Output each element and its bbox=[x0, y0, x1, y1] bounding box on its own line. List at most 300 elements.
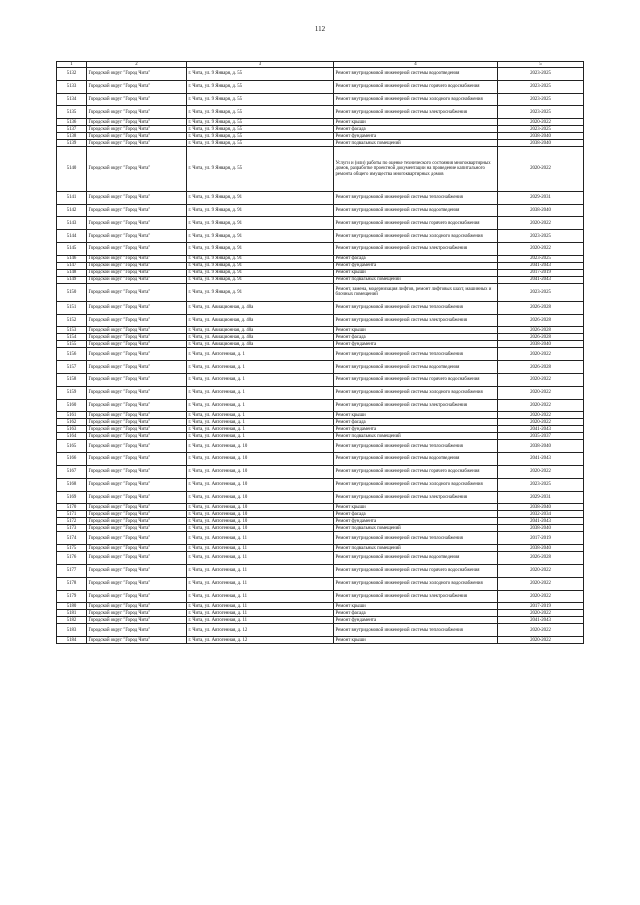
work-type-cell: Ремонт внутридомовой инженерной системы горячего водоснабжения bbox=[334, 373, 498, 386]
municipality-cell: Городской округ "Город Чита" bbox=[87, 255, 187, 262]
table-row bbox=[57, 126, 584, 133]
municipality-cell: Городской округ "Город Чита" bbox=[87, 610, 187, 617]
work-type-cell: Ремонт фасада bbox=[334, 511, 498, 518]
work-type-cell: Ремонт внутридомовой инженерной системы холодного водоснабжения bbox=[334, 386, 498, 399]
address-cell: г. Чита, ул. Автогенная, д. 1 bbox=[187, 399, 334, 412]
work-type-cell: Ремонт внутридомовой инженерной системы теплоснабжения bbox=[334, 301, 498, 314]
work-type-cell: Ремонт внутридомовой инженерной системы электроснабжения bbox=[334, 106, 498, 119]
row-number-cell: 5169 bbox=[57, 491, 87, 504]
address-cell: г. Чита, ул. Автогенная, д. 10 bbox=[187, 465, 334, 478]
table-row bbox=[57, 283, 584, 301]
municipality-cell: Городской округ "Город Чита" bbox=[87, 68, 187, 81]
period-cell: 2023-2025 bbox=[498, 255, 584, 262]
period-cell: 2020-2022 bbox=[498, 348, 584, 361]
municipality-cell: Городской округ "Город Чита" bbox=[87, 577, 187, 590]
table-row bbox=[57, 106, 584, 119]
address-cell: г. Чита, ул. Автогенная, д. 11 bbox=[187, 610, 334, 617]
row-number-cell: 5146 bbox=[57, 255, 87, 262]
row-number-cell: 5172 bbox=[57, 518, 87, 525]
work-type-cell: Ремонт фасада bbox=[334, 126, 498, 133]
period-cell: 2020-2022 bbox=[498, 637, 584, 644]
table-row bbox=[57, 624, 584, 637]
address-cell: г. Чита, ул. 9 Января, д. 55 bbox=[187, 133, 334, 140]
municipality-cell: Городской округ "Город Чита" bbox=[87, 133, 187, 140]
municipality-cell: Городской округ "Город Чита" bbox=[87, 552, 187, 565]
address-cell: г. Чита, ул. Автогенная, д. 1 bbox=[187, 433, 334, 440]
table-row bbox=[57, 610, 584, 617]
address-cell: г. Чита, ул. Автогенная, д. 11 bbox=[187, 552, 334, 565]
municipality-cell: Городской округ "Город Чита" bbox=[87, 453, 187, 466]
address-cell: г. Чита, ул. Автогенная, д. 10 bbox=[187, 440, 334, 453]
row-number-cell: 5144 bbox=[57, 230, 87, 243]
municipality-cell: Городской округ "Город Чита" bbox=[87, 334, 187, 341]
row-number-cell: 5183 bbox=[57, 624, 87, 637]
work-type-cell: Ремонт крыши bbox=[334, 119, 498, 126]
row-number-cell: 5162 bbox=[57, 419, 87, 426]
row-number-cell: 5140 bbox=[57, 147, 87, 192]
period-cell: 2041-2043 bbox=[498, 453, 584, 466]
municipality-cell: Городской округ "Город Чита" bbox=[87, 545, 187, 552]
row-number-cell: 5165 bbox=[57, 440, 87, 453]
work-type-cell: Ремонт внутридомовой инженерной системы холодного водоснабжения bbox=[334, 93, 498, 106]
column-number-4: 4 bbox=[334, 62, 498, 68]
table-row bbox=[57, 465, 584, 478]
row-number-cell: 5133 bbox=[57, 80, 87, 93]
period-cell: 2020-2022 bbox=[498, 412, 584, 419]
table-row bbox=[57, 525, 584, 532]
row-number-cell: 5161 bbox=[57, 412, 87, 419]
address-cell: г. Чита, ул. 9 Января, д. 91 bbox=[187, 191, 334, 204]
work-type-cell: Ремонт внутридомовой инженерной системы теплоснабжения bbox=[334, 191, 498, 204]
row-number-cell: 5138 bbox=[57, 133, 87, 140]
row-number-cell: 5142 bbox=[57, 204, 87, 217]
period-cell: 2038-2040 bbox=[498, 204, 584, 217]
column-number-2: 2 bbox=[87, 62, 187, 68]
table-row bbox=[57, 440, 584, 453]
address-cell: г. Чита, ул. Автогенная, д. 1 bbox=[187, 419, 334, 426]
row-number-cell: 5159 bbox=[57, 386, 87, 399]
work-type-cell: Ремонт, замена, модернизация лифтов, ремонт лифтовых шахт, машинных и блочных помещений bbox=[334, 283, 498, 301]
table-row bbox=[57, 140, 584, 147]
row-number-cell: 5132 bbox=[57, 68, 87, 81]
work-type-cell: Ремонт фасада bbox=[334, 334, 498, 341]
table-row bbox=[57, 191, 584, 204]
work-type-cell: Ремонт внутридомовой инженерной системы горячего водоснабжения bbox=[334, 465, 498, 478]
period-cell: 2020-2022 bbox=[498, 610, 584, 617]
work-type-cell: Ремонт подвальных помещений bbox=[334, 140, 498, 147]
address-cell: г. Чита, ул. 9 Января, д. 55 bbox=[187, 68, 334, 81]
table-row bbox=[57, 386, 584, 399]
table-row bbox=[57, 532, 584, 545]
period-cell: 2038-2040 bbox=[498, 504, 584, 511]
table-row bbox=[57, 361, 584, 374]
municipality-cell: Городской округ "Город Чита" bbox=[87, 564, 187, 577]
row-number-cell: 5171 bbox=[57, 511, 87, 518]
period-cell: 2020-2022 bbox=[498, 399, 584, 412]
period-cell: 2020-2022 bbox=[498, 217, 584, 230]
municipality-cell: Городской округ "Город Чита" bbox=[87, 637, 187, 644]
row-number-cell: 5179 bbox=[57, 590, 87, 603]
address-cell: г. Чита, ул. Автогенная, д. 11 bbox=[187, 564, 334, 577]
table-row bbox=[57, 637, 584, 644]
row-number-cell: 5152 bbox=[57, 314, 87, 327]
period-cell: 2023-2025 bbox=[498, 283, 584, 301]
period-cell: 2038-2040 bbox=[498, 341, 584, 348]
work-type-cell: Ремонт внутридомовой инженерной системы теплоснабжения bbox=[334, 532, 498, 545]
column-number-1: 1 bbox=[57, 62, 87, 68]
period-cell: 2041-2043 bbox=[498, 262, 584, 269]
address-cell: г. Чита, ул. 9 Января, д. 91 bbox=[187, 204, 334, 217]
municipality-cell: Городской округ "Город Чита" bbox=[87, 269, 187, 276]
work-type-cell: Ремонт крыши bbox=[334, 504, 498, 511]
table-row bbox=[57, 419, 584, 426]
period-cell: 2041-2043 bbox=[498, 617, 584, 624]
municipality-cell: Городской округ "Город Чита" bbox=[87, 126, 187, 133]
period-cell: 2020-2022 bbox=[498, 590, 584, 603]
work-type-cell: Ремонт внутридомовой инженерной системы теплоснабжения bbox=[334, 624, 498, 637]
period-cell: 2041-2043 bbox=[498, 426, 584, 433]
address-cell: г. Чита, ул. Авиационная, д. 40а bbox=[187, 334, 334, 341]
work-type-cell: Ремонт фундамента bbox=[334, 262, 498, 269]
table-row bbox=[57, 314, 584, 327]
period-cell: 2041-2043 bbox=[498, 276, 584, 283]
period-cell: 2020-2022 bbox=[498, 373, 584, 386]
period-cell: 2017-2019 bbox=[498, 603, 584, 610]
table-row bbox=[57, 147, 584, 192]
address-cell: г. Чита, ул. Авиационная, д. 40а bbox=[187, 314, 334, 327]
municipality-cell: Городской округ "Город Чита" bbox=[87, 140, 187, 147]
row-number-cell: 5173 bbox=[57, 525, 87, 532]
period-cell: 2017-2019 bbox=[498, 532, 584, 545]
period-cell: 2026-2028 bbox=[498, 334, 584, 341]
row-number-cell: 5139 bbox=[57, 140, 87, 147]
municipality-cell: Городской округ "Город Чита" bbox=[87, 341, 187, 348]
table-row bbox=[57, 412, 584, 419]
work-type-cell: Ремонт подвальных помещений bbox=[334, 545, 498, 552]
municipality-cell: Городской округ "Город Чита" bbox=[87, 399, 187, 412]
period-cell: 2023-2025 bbox=[498, 68, 584, 81]
municipality-cell: Городской округ "Город Чита" bbox=[87, 412, 187, 419]
table-row bbox=[57, 230, 584, 243]
municipality-cell: Городской округ "Город Чита" bbox=[87, 230, 187, 243]
address-cell: г. Чита, ул. 9 Января, д. 91 bbox=[187, 217, 334, 230]
work-type-cell: Ремонт внутридомовой инженерной системы водоотведения bbox=[334, 68, 498, 81]
address-cell: г. Чита, ул. Автогенная, д. 11 bbox=[187, 617, 334, 624]
table-body bbox=[57, 62, 584, 644]
work-type-cell: Ремонт подвальных помещений bbox=[334, 276, 498, 283]
row-number-cell: 5160 bbox=[57, 399, 87, 412]
page-number: 112 bbox=[314, 25, 326, 33]
table-row bbox=[57, 334, 584, 341]
municipality-cell: Городской округ "Город Чита" bbox=[87, 147, 187, 192]
row-number-cell: 5137 bbox=[57, 126, 87, 133]
table-row bbox=[57, 276, 584, 283]
table-row bbox=[57, 603, 584, 610]
work-type-cell: Ремонт фасада bbox=[334, 610, 498, 617]
work-type-cell: Ремонт фундамента bbox=[334, 426, 498, 433]
municipality-cell: Городской округ "Город Чита" bbox=[87, 262, 187, 269]
work-type-cell: Ремонт подвальных помещений bbox=[334, 525, 498, 532]
municipality-cell: Городской округ "Город Чита" bbox=[87, 361, 187, 374]
period-cell: 2017-2019 bbox=[498, 269, 584, 276]
work-type-cell: Ремонт внутридомовой инженерной системы теплоснабжения bbox=[334, 348, 498, 361]
municipality-cell: Городской округ "Город Чита" bbox=[87, 276, 187, 283]
table-row bbox=[57, 204, 584, 217]
work-type-cell: Ремонт внутридомовой инженерной системы горячего водоснабжения bbox=[334, 564, 498, 577]
row-number-cell: 5145 bbox=[57, 242, 87, 255]
period-cell: 2020-2022 bbox=[498, 419, 584, 426]
period-cell: 2020-2022 bbox=[498, 465, 584, 478]
municipality-cell: Городской округ "Город Чита" bbox=[87, 386, 187, 399]
address-cell: г. Чита, ул. 9 Января, д. 91 bbox=[187, 230, 334, 243]
table-row bbox=[57, 93, 584, 106]
row-number-cell: 5181 bbox=[57, 610, 87, 617]
address-cell: г. Чита, ул. Автогенная, д. 10 bbox=[187, 504, 334, 511]
table-row bbox=[57, 590, 584, 603]
row-number-cell: 5141 bbox=[57, 191, 87, 204]
period-cell: 2038-2040 bbox=[498, 545, 584, 552]
address-cell: г. Чита, ул. Авиационная, д. 40а bbox=[187, 341, 334, 348]
table-row bbox=[57, 341, 584, 348]
municipality-cell: Городской округ "Город Чита" bbox=[87, 242, 187, 255]
work-type-cell: Ремонт крыши bbox=[334, 603, 498, 610]
table-row bbox=[57, 577, 584, 590]
work-type-cell: Ремонт внутридомовой инженерной системы электроснабжения bbox=[334, 242, 498, 255]
address-cell: г. Чита, ул. Автогенная, д. 1 bbox=[187, 426, 334, 433]
address-cell: г. Чита, ул. Автогенная, д. 11 bbox=[187, 577, 334, 590]
work-type-cell: Ремонт внутридомовой инженерной системы водоотведения bbox=[334, 552, 498, 565]
period-cell: 2026-2028 bbox=[498, 327, 584, 334]
table-row bbox=[57, 269, 584, 276]
table-row bbox=[57, 552, 584, 565]
period-cell: 2026-2028 bbox=[498, 552, 584, 565]
row-number-cell: 5136 bbox=[57, 119, 87, 126]
row-number-cell: 5180 bbox=[57, 603, 87, 610]
row-number-cell: 5167 bbox=[57, 465, 87, 478]
row-number-cell: 5170 bbox=[57, 504, 87, 511]
work-type-cell: Ремонт внутридомовой инженерной системы электроснабжения bbox=[334, 491, 498, 504]
address-cell: г. Чита, ул. 9 Января, д. 91 bbox=[187, 283, 334, 301]
work-type-cell: Услуги и (или) работы по оценке технического состояния многоквартирных домов, разработке проектной документации на проведение капитального ремонта общего имущества многоквартирных домов bbox=[334, 147, 498, 192]
table-row bbox=[57, 511, 584, 518]
municipality-cell: Городской округ "Город Чита" bbox=[87, 478, 187, 491]
municipality-cell: Городской округ "Город Чита" bbox=[87, 426, 187, 433]
row-number-cell: 5148 bbox=[57, 269, 87, 276]
period-cell: 2038-2040 bbox=[498, 525, 584, 532]
work-type-cell: Ремонт фундамента bbox=[334, 617, 498, 624]
address-cell: г. Чита, ул. Автогенная, д. 1 bbox=[187, 386, 334, 399]
table-row bbox=[57, 617, 584, 624]
address-cell: г. Чита, ул. Автогенная, д. 1 bbox=[187, 348, 334, 361]
row-number-cell: 5158 bbox=[57, 373, 87, 386]
municipality-cell: Городской округ "Город Чита" bbox=[87, 80, 187, 93]
municipality-cell: Городской округ "Город Чита" bbox=[87, 191, 187, 204]
work-type-cell: Ремонт внутридомовой инженерной системы холодного водоснабжения bbox=[334, 577, 498, 590]
municipality-cell: Городской округ "Город Чита" bbox=[87, 624, 187, 637]
row-number-cell: 5176 bbox=[57, 552, 87, 565]
table-row bbox=[57, 433, 584, 440]
work-type-cell: Ремонт фундамента bbox=[334, 133, 498, 140]
row-number-cell: 5164 bbox=[57, 433, 87, 440]
period-cell: 2038-2040 bbox=[498, 140, 584, 147]
municipality-cell: Городской округ "Город Чита" bbox=[87, 617, 187, 624]
table-row bbox=[57, 255, 584, 262]
period-cell: 2038-2040 bbox=[498, 440, 584, 453]
repair-schedule-table bbox=[56, 61, 584, 644]
municipality-cell: Городской округ "Город Чита" bbox=[87, 511, 187, 518]
period-cell: 2020-2022 bbox=[498, 242, 584, 255]
address-cell: г. Чита, ул. Авиационная, д. 40а bbox=[187, 327, 334, 334]
address-cell: г. Чита, ул. Автогенная, д. 10 bbox=[187, 478, 334, 491]
address-cell: г. Чита, ул. 9 Января, д. 91 bbox=[187, 262, 334, 269]
period-cell: 2026-2028 bbox=[498, 314, 584, 327]
table-row bbox=[57, 491, 584, 504]
row-number-cell: 5177 bbox=[57, 564, 87, 577]
work-type-cell: Ремонт внутридомовой инженерной системы электроснабжения bbox=[334, 590, 498, 603]
period-cell: 2032-2034 bbox=[498, 511, 584, 518]
period-cell: 2020-2022 bbox=[498, 624, 584, 637]
table-row bbox=[57, 119, 584, 126]
work-type-cell: Ремонт внутридомовой инженерной системы горячего водоснабжения bbox=[334, 80, 498, 93]
period-cell: 2020-2022 bbox=[498, 119, 584, 126]
address-cell: г. Чита, ул. 9 Января, д. 91 bbox=[187, 269, 334, 276]
address-cell: г. Чита, ул. 9 Января, д. 55 bbox=[187, 140, 334, 147]
row-number-cell: 5163 bbox=[57, 426, 87, 433]
column-number-5: 5 bbox=[498, 62, 584, 68]
table-row bbox=[57, 133, 584, 140]
work-type-cell: Ремонт внутридомовой инженерной системы холодного водоснабжения bbox=[334, 230, 498, 243]
period-cell: 2029-2031 bbox=[498, 491, 584, 504]
work-type-cell: Ремонт внутридомовой инженерной системы теплоснабжения bbox=[334, 440, 498, 453]
address-cell: г. Чита, ул. Автогенная, д. 11 bbox=[187, 532, 334, 545]
address-cell: г. Чита, ул. 9 Января, д. 91 bbox=[187, 255, 334, 262]
work-type-cell: Ремонт фасада bbox=[334, 419, 498, 426]
address-cell: г. Чита, ул. Автогенная, д. 10 bbox=[187, 491, 334, 504]
work-type-cell: Ремонт крыши bbox=[334, 269, 498, 276]
period-cell: 2023-2025 bbox=[498, 80, 584, 93]
municipality-cell: Городской округ "Город Чита" bbox=[87, 518, 187, 525]
address-cell: г. Чита, ул. Автогенная, д. 10 bbox=[187, 453, 334, 466]
row-number-cell: 5155 bbox=[57, 341, 87, 348]
period-cell: 2035-2037 bbox=[498, 433, 584, 440]
address-cell: г. Чита, ул. Автогенная, д. 12 bbox=[187, 637, 334, 644]
row-number-cell: 5134 bbox=[57, 93, 87, 106]
row-number-cell: 5182 bbox=[57, 617, 87, 624]
municipality-cell: Городской округ "Город Чита" bbox=[87, 314, 187, 327]
municipality-cell: Городской округ "Город Чита" bbox=[87, 373, 187, 386]
address-cell: г. Чита, ул. 9 Января, д. 55 bbox=[187, 93, 334, 106]
address-cell: г. Чита, ул. 9 Января, д. 91 bbox=[187, 242, 334, 255]
address-cell: г. Чита, ул. Автогенная, д. 11 bbox=[187, 590, 334, 603]
work-type-cell: Ремонт фундамента bbox=[334, 341, 498, 348]
address-cell: г. Чита, ул. 9 Января, д. 55 bbox=[187, 119, 334, 126]
row-number-cell: 5157 bbox=[57, 361, 87, 374]
address-cell: г. Чита, ул. Автогенная, д. 1 bbox=[187, 361, 334, 374]
work-type-cell: Ремонт фасада bbox=[334, 255, 498, 262]
period-cell: 2026-2028 bbox=[498, 301, 584, 314]
period-cell: 2023-2025 bbox=[498, 106, 584, 119]
municipality-cell: Городской округ "Город Чита" bbox=[87, 106, 187, 119]
table-row bbox=[57, 399, 584, 412]
address-cell: г. Чита, ул. Автогенная, д. 10 bbox=[187, 518, 334, 525]
row-number-cell: 5154 bbox=[57, 334, 87, 341]
work-type-cell: Ремонт внутридомовой инженерной системы электроснабжения bbox=[334, 399, 498, 412]
row-number-cell: 5150 bbox=[57, 283, 87, 301]
municipality-cell: Городской округ "Город Чита" bbox=[87, 327, 187, 334]
address-cell: г. Чита, ул. Автогенная, д. 1 bbox=[187, 373, 334, 386]
row-number-cell: 5174 bbox=[57, 532, 87, 545]
row-number-cell: 5147 bbox=[57, 262, 87, 269]
table-row bbox=[57, 453, 584, 466]
address-cell: г. Чита, ул. Авиационная, д. 40а bbox=[187, 301, 334, 314]
work-type-cell: Ремонт подвальных помещений bbox=[334, 433, 498, 440]
table-row bbox=[57, 545, 584, 552]
municipality-cell: Городской округ "Город Чита" bbox=[87, 204, 187, 217]
period-cell: 2029-2031 bbox=[498, 191, 584, 204]
address-cell: г. Чита, ул. Автогенная, д. 10 bbox=[187, 525, 334, 532]
address-cell: г. Чита, ул. Автогенная, д. 10 bbox=[187, 511, 334, 518]
address-cell: г. Чита, ул. 9 Января, д. 55 bbox=[187, 126, 334, 133]
row-number-cell: 5168 bbox=[57, 478, 87, 491]
municipality-cell: Городской округ "Город Чита" bbox=[87, 590, 187, 603]
address-cell: г. Чита, ул. 9 Января, д. 91 bbox=[187, 276, 334, 283]
municipality-cell: Городской округ "Город Чита" bbox=[87, 491, 187, 504]
address-cell: г. Чита, ул. Автогенная, д. 11 bbox=[187, 603, 334, 610]
period-cell: 2026-2028 bbox=[498, 361, 584, 374]
column-number-3: 3 bbox=[187, 62, 334, 68]
table-row bbox=[57, 301, 584, 314]
work-type-cell: Ремонт внутридомовой инженерной системы холодного водоснабжения bbox=[334, 478, 498, 491]
table-row bbox=[57, 373, 584, 386]
municipality-cell: Городской округ "Город Чита" bbox=[87, 217, 187, 230]
row-number-cell: 5143 bbox=[57, 217, 87, 230]
municipality-cell: Городской округ "Город Чита" bbox=[87, 525, 187, 532]
municipality-cell: Городской округ "Город Чита" bbox=[87, 419, 187, 426]
period-cell: 2041-2043 bbox=[498, 518, 584, 525]
work-type-cell: Ремонт внутридомовой инженерной системы водоотведения bbox=[334, 453, 498, 466]
period-cell: 2020-2022 bbox=[498, 564, 584, 577]
table-row bbox=[57, 217, 584, 230]
municipality-cell: Городской округ "Город Чита" bbox=[87, 440, 187, 453]
row-number-cell: 5153 bbox=[57, 327, 87, 334]
row-number-cell: 5184 bbox=[57, 637, 87, 644]
work-type-cell: Ремонт крыши bbox=[334, 637, 498, 644]
municipality-cell: Городской округ "Город Чита" bbox=[87, 603, 187, 610]
period-cell: 2023-2025 bbox=[498, 230, 584, 243]
period-cell: 2023-2025 bbox=[498, 478, 584, 491]
address-cell: г. Чита, ул. 9 Января, д. 55 bbox=[187, 80, 334, 93]
municipality-cell: Городской округ "Город Чита" bbox=[87, 93, 187, 106]
table-row bbox=[57, 80, 584, 93]
table-row bbox=[57, 518, 584, 525]
work-type-cell: Ремонт фундамента bbox=[334, 518, 498, 525]
work-type-cell: Ремонт внутридомовой инженерной системы горячего водоснабжения bbox=[334, 217, 498, 230]
period-cell: 2023-2025 bbox=[498, 93, 584, 106]
period-cell: 2038-2040 bbox=[498, 133, 584, 140]
municipality-cell: Городской округ "Город Чита" bbox=[87, 504, 187, 511]
table-row bbox=[57, 262, 584, 269]
row-number-cell: 5175 bbox=[57, 545, 87, 552]
period-cell: 2020-2022 bbox=[498, 147, 584, 192]
table-row bbox=[57, 242, 584, 255]
table-row bbox=[57, 348, 584, 361]
work-type-cell: Ремонт внутридомовой инженерной системы водоотведения bbox=[334, 361, 498, 374]
table-row bbox=[57, 478, 584, 491]
table-row bbox=[57, 68, 584, 81]
municipality-cell: Городской округ "Город Чита" bbox=[87, 301, 187, 314]
work-type-cell: Ремонт крыши bbox=[334, 412, 498, 419]
work-type-cell: Ремонт внутридомовой инженерной системы электроснабжения bbox=[334, 314, 498, 327]
